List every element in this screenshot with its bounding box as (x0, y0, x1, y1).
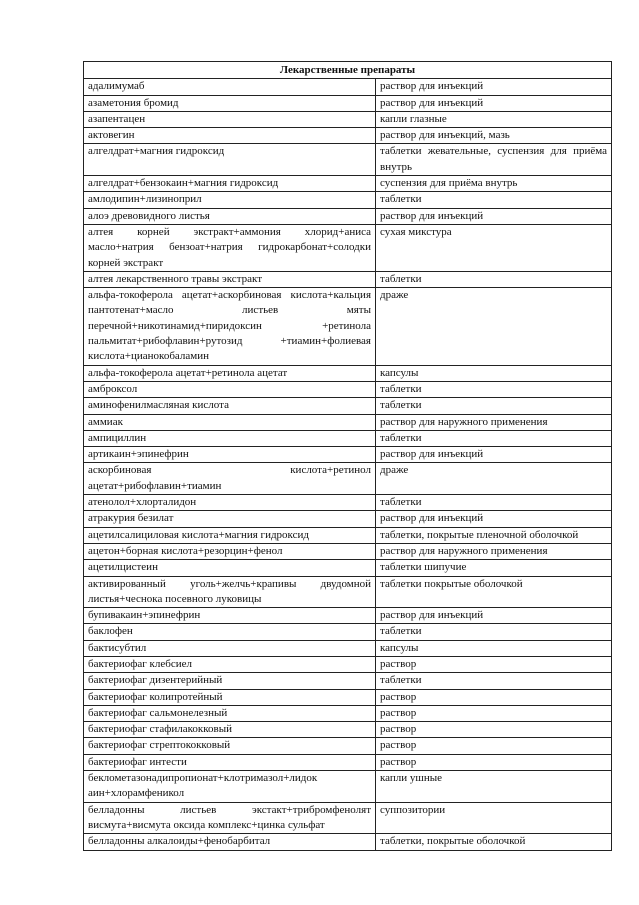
table-row (84, 754, 612, 770)
table-row (84, 176, 612, 192)
table-row (84, 128, 612, 144)
table-row (84, 705, 612, 721)
table-row (84, 381, 612, 397)
drug-name-cell: адалимумаб (84, 79, 376, 95)
drug-name-cell: алоэ древовидного листья (84, 208, 376, 224)
drug-name-cell: азапентацен (84, 111, 376, 127)
dosage-form-cell: раствор (376, 656, 612, 672)
dosage-form-cell: сухая микстура (376, 224, 612, 271)
table-row (84, 495, 612, 511)
dosage-form-cell: раствор (376, 754, 612, 770)
table-row (84, 463, 612, 495)
table-row (84, 640, 612, 656)
dosage-form-cell: таблетки (376, 271, 612, 287)
dosage-form-cell: таблетки (376, 430, 612, 446)
table-row (84, 738, 612, 754)
dosage-form-cell: раствор (376, 738, 612, 754)
drug-name-cell: аскорбиновая кислота+ретинол ацетат+рибофлавин+тиамин (84, 463, 376, 495)
table-row (84, 771, 612, 803)
drug-name-cell: алгелдрат+магния гидроксид (84, 144, 376, 176)
dosage-form-cell: капли ушные (376, 771, 612, 803)
table-row (84, 111, 612, 127)
dosage-form-cell: раствор для инъекций, мазь (376, 128, 612, 144)
table-body (84, 79, 612, 850)
drug-name-cell: бактериофаг стрептококковый (84, 738, 376, 754)
drug-name-cell: бактериофаг дизентерийный (84, 673, 376, 689)
dosage-form-cell: раствор для инъекций (376, 447, 612, 463)
table-row (84, 224, 612, 271)
table-row (84, 192, 612, 208)
dosage-form-cell: раствор для наружного применения (376, 543, 612, 559)
table-row (84, 543, 612, 559)
dosage-form-cell: таблетки (376, 192, 612, 208)
drug-name-cell: азаметония бромид (84, 95, 376, 111)
table-header: Лекарственные препараты (84, 62, 612, 79)
drug-name-cell: белладонны листьев экстакт+трибромфенолят висмута+висмута оксида комплекс+цинка сульфат (84, 802, 376, 834)
drug-name-cell: атракурия безилат (84, 511, 376, 527)
table-row (84, 430, 612, 446)
table-header-row (84, 62, 612, 79)
dosage-form-cell: таблетки, покрытые оболочкой (376, 834, 612, 850)
drug-name-cell: аммиак (84, 414, 376, 430)
dosage-form-cell: драже (376, 463, 612, 495)
table-row (84, 608, 612, 624)
dosage-form-cell: раствор (376, 705, 612, 721)
drug-name-cell: бактисубтил (84, 640, 376, 656)
table-row (84, 511, 612, 527)
table-row (84, 288, 612, 365)
dosage-form-cell: капсулы (376, 640, 612, 656)
dosage-form-cell: суспензия для приёма внутрь (376, 176, 612, 192)
dosage-form-cell: таблетки (376, 495, 612, 511)
drug-name-cell: артикаин+эпинефрин (84, 447, 376, 463)
dosage-form-cell: таблетки покрытые оболочкой (376, 576, 612, 608)
drug-name-cell: амлодипин+лизиноприл (84, 192, 376, 208)
table-row (84, 95, 612, 111)
dosage-form-cell: таблетки, покрытые пленочной оболочкой (376, 527, 612, 543)
drug-name-cell: альфа-токоферола ацетат+ретинола ацетат (84, 365, 376, 381)
drug-name-cell: актовегин (84, 128, 376, 144)
table-row (84, 689, 612, 705)
drug-name-cell: белладонны алкалоиды+фенобарбитал (84, 834, 376, 850)
table-row (84, 834, 612, 850)
drug-name-cell: баклофен (84, 624, 376, 640)
drug-name-cell: ампициллин (84, 430, 376, 446)
drug-name-cell: бактериофаг интести (84, 754, 376, 770)
drug-name-cell: активированный уголь+желчь+крапивы двудомной листья+чеснока посевного луковицы (84, 576, 376, 608)
table-row (84, 414, 612, 430)
dosage-form-cell: драже (376, 288, 612, 365)
dosage-form-cell: таблетки (376, 381, 612, 397)
table-row (84, 656, 612, 672)
table-row (84, 576, 612, 608)
drugs-table (83, 61, 612, 851)
drug-name-cell: ацетон+борная кислота+резорцин+фенол (84, 543, 376, 559)
table-row (84, 673, 612, 689)
drug-name-cell: ацетилсалициловая кислота+магния гидроксид (84, 527, 376, 543)
dosage-form-cell: капли глазные (376, 111, 612, 127)
dosage-form-cell: таблетки (376, 398, 612, 414)
table-row (84, 527, 612, 543)
table-row (84, 802, 612, 834)
table-row (84, 208, 612, 224)
dosage-form-cell: раствор для инъекций (376, 95, 612, 111)
table-row (84, 79, 612, 95)
dosage-form-cell: раствор для инъекций (376, 511, 612, 527)
dosage-form-cell: капсулы (376, 365, 612, 381)
drug-name-cell: ацетилцистеин (84, 560, 376, 576)
dosage-form-cell: раствор для инъекций (376, 208, 612, 224)
table-row (84, 271, 612, 287)
dosage-form-cell: таблетки (376, 673, 612, 689)
dosage-form-cell: таблетки шипучие (376, 560, 612, 576)
drug-name-cell: алтея корней экстракт+аммония хлорид+аниса масло+натрия бензоат+натрия гидрокарбонат+солодки корней экстракт (84, 224, 376, 271)
table-row (84, 365, 612, 381)
drug-name-cell: беклометазонадипропионат+клотримазол+лидок аин+хлорамфеникол (84, 771, 376, 803)
drug-name-cell: бактериофаг сальмонелезный (84, 705, 376, 721)
drug-name-cell: бактериофаг колипротейный (84, 689, 376, 705)
drug-name-cell: альфа-токоферола ацетат+аскорбиновая кислота+кальция пантотенат+масло листьев мяты перечной+никотинамид+пиридоксин +ретинола пальмитат+рибофлавин+рутозид +тиамин+фолиевая кислота+цианокобаламин (84, 288, 376, 365)
table-row (84, 398, 612, 414)
drug-name-cell: амброксол (84, 381, 376, 397)
dosage-form-cell: раствор для наружного применения (376, 414, 612, 430)
drug-name-cell: бактериофаг стафилакокковый (84, 722, 376, 738)
drug-name-cell: алгелдрат+бензокаин+магния гидроксид (84, 176, 376, 192)
drug-name-cell: аминофенилмасляная кислота (84, 398, 376, 414)
table-row (84, 722, 612, 738)
dosage-form-cell: раствор для инъекций (376, 608, 612, 624)
drug-name-cell: атенолол+хлорталидон (84, 495, 376, 511)
dosage-form-cell: раствор (376, 689, 612, 705)
drug-name-cell: бупивакаин+эпинефрин (84, 608, 376, 624)
table-row (84, 560, 612, 576)
table-row (84, 144, 612, 176)
drug-name-cell: бактериофаг клебсиел (84, 656, 376, 672)
dosage-form-cell: таблетки жевательные, суспензия для приёма внутрь (376, 144, 612, 176)
table-row (84, 447, 612, 463)
dosage-form-cell: раствор (376, 722, 612, 738)
dosage-form-cell: суппозитории (376, 802, 612, 834)
dosage-form-cell: раствор для инъекций (376, 79, 612, 95)
drug-name-cell: алтея лекарственного травы экстракт (84, 271, 376, 287)
dosage-form-cell: таблетки (376, 624, 612, 640)
table-row (84, 624, 612, 640)
